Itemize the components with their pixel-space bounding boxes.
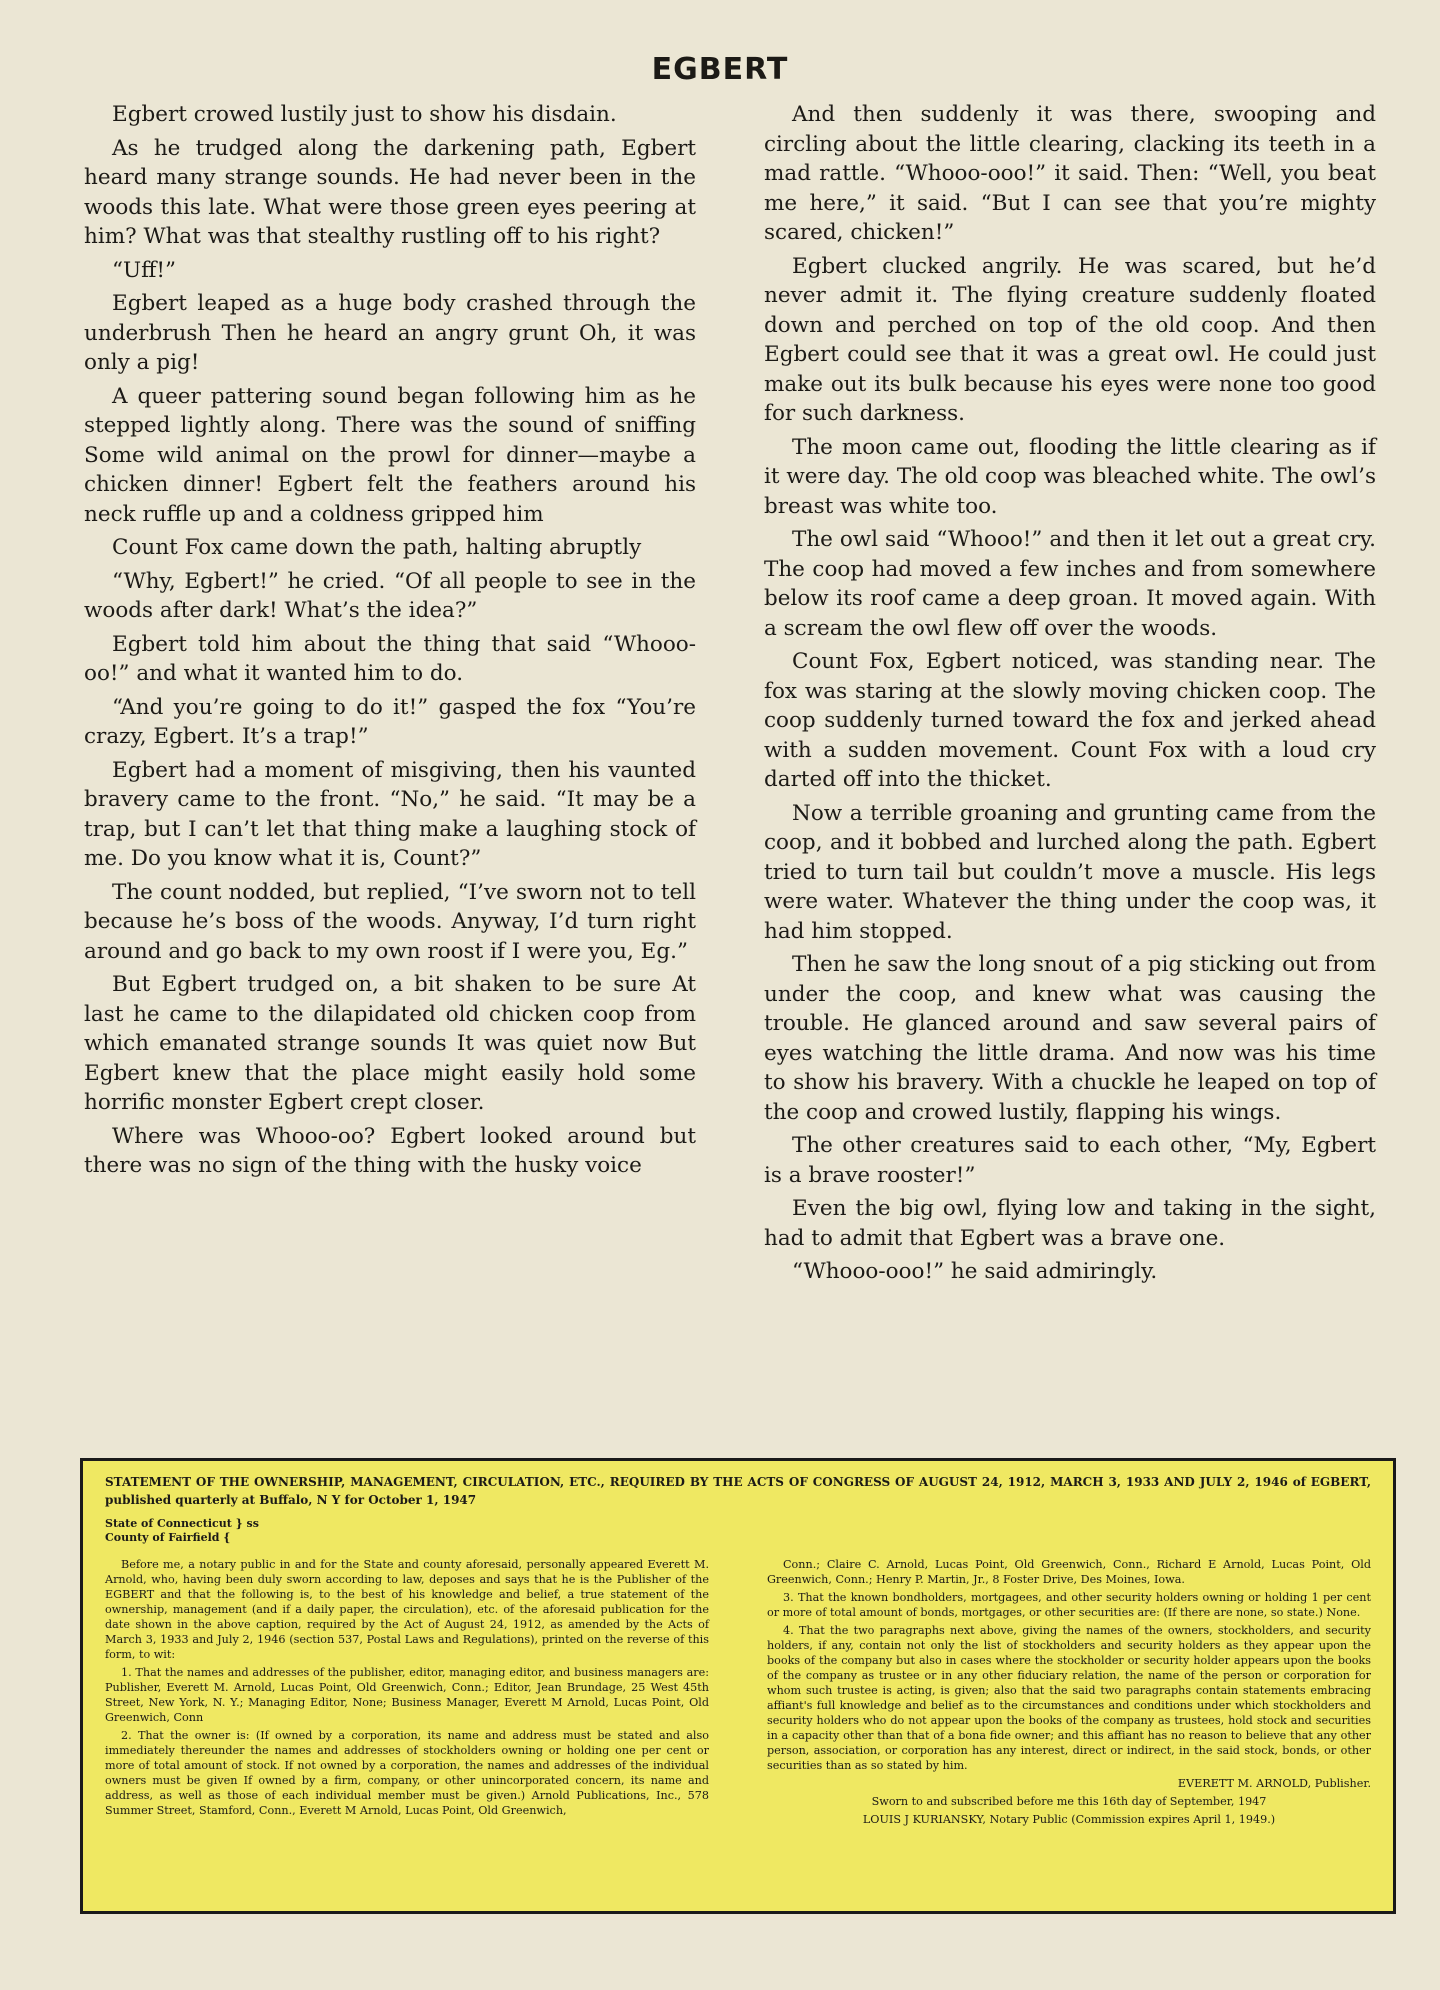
story-paragraph: “Whooo-ooo!” he said admiringly.	[792, 1259, 1158, 1284]
story-paragraph: Egbert had a moment of misgiving, then his vaunted bravery came to the front. “No,” he said. “It may be a trap, but I can’t let that thing make a laughing stock of me. Do you know what it is, Count?”	[84, 757, 696, 871]
story-paragraph: Egbert crowed lustily just to show his disdain.	[112, 102, 617, 127]
venue-county: County of Fairfield {	[105, 1531, 231, 1544]
venue-state: State of Connecticut } ss	[105, 1517, 259, 1530]
story-paragraph: Where was Whooo-oo? Egbert looked around but there was no sign of the thing with the husky voice	[84, 1123, 696, 1178]
publisher-signature: EVERETT M. ARNOLD, Publisher.	[1177, 1777, 1371, 1790]
story-paragraph: The moon came out, flooding the little clearing as if it were day. The old coop was bleached white. The owl’s breast was white too.	[764, 434, 1377, 519]
statement-paragraph: 1. That the names and addresses of the publisher, editor, managing editor, and business managers are: Publisher, Everett M. Arnold, Lucas Point, Old Greenwich, Conn.; Editor, Jean Brundage, 25 West 45th Street, New York, N. Y.; Managing Editor, None; Business Manager, Everett M Arnold, Lucas Point, Old Greenwich, Conn	[105, 1666, 709, 1724]
story-paragraph: Even the big owl, flying low and taking in the sight, had to admit that Egbert was a brave one.	[764, 1196, 1376, 1251]
story-paragraph: Count Fox, Egbert noticed, was standing near. The fox was staring at the slowly moving chicken coop. The coop suddenly turned toward the fox and jerked ahead with a sudden movement. Count Fox with a loud cry darted off into the thicket.	[764, 649, 1376, 792]
statement-paragraph: 4. That the two paragraphs next above, giving the names of the owners, stockholders, and security holders, if any, contain not only the list of stockholders and security holders as they appear upon the books of the company but also in cases where the stockholder or security holder appears upon the books of the company as trustee or in any other fiduciary relation, the name of the person or corporation for whom such trustee is acting, is given; also that the said two paragraphs contain statements embracing affiant's full knowledge and belief as to the circumstances and conditions under which stockholders and security holders who do not appear upon the books of the company as trustees, hold stock and securities in a capacity other than that of a bona fide owner; and this affiant has no reason to believe that any other person, association, or corporation has any interest, direct or indirect, in the said stock, bonds, or other securities than as so stated by him.	[767, 1624, 1371, 1772]
statement-column-left	[105, 1557, 709, 1830]
statement-venue	[105, 1517, 1371, 1545]
statement-paragraph: 3. That the known bondholders, mortgagees, and other security holders owning or holding 1 per cent or more of total amount of bonds, mortgages, or other securities are: (If there are none, so state.) None.	[767, 1591, 1371, 1619]
story-paragraph: Egbert told him about the thing that said “Whooo-oo!” and what it wanted him to do.	[84, 631, 696, 686]
story-column-right	[764, 100, 1376, 1291]
story-paragraph: “Why, Egbert!” he cried. “Of all people to see in the woods after dark! What’s the idea?”	[84, 568, 696, 623]
story-paragraph: The owl said “Whooo!” and then it let out a great cry. The coop had moved a few inches and from somewhere below its roof came a deep groan. It moved again. With a scream the owl flew off over the woods.	[764, 527, 1376, 641]
story-paragraph: Egbert clucked angrily. He was scared, but he’d never admit it. The flying creature suddenly floated down and perched on top of the old coop. And then Egbert could see that it was a great owl. He could just make out its bulk because his eyes were none too good for such darkness.	[764, 253, 1376, 426]
ownership-statement-box	[80, 1458, 1396, 1914]
statement-paragraph: Before me, a notary public in and for the State and county aforesaid, personally appeared Everett M. Arnold, who, having been duly sworn according to law, deposes and says that he is the Publisher of the EGBERT and that the following is, to the best of his knowledge and belief, a true statement of the ownership, management (and if a daily paper, the circulation), etc. of the aforesaid publication for the date shown in the above caption, required by the Act of August 24, 1912, as amended by the Acts of March 3, 1933 and July 2, 1946 (section 537, Postal Laws and Regulations), printed on the reverse of this form, to wit:	[105, 1558, 709, 1661]
story-paragraph: Now a terrible groaning and grunting came from the coop, and it bobbed and lurched along the path. Egbert tried to turn tail but couldn’t move a muscle. His legs were water. Whatever the thing under the coop was, it had him stopped.	[764, 800, 1376, 944]
statement-columns	[105, 1557, 1371, 1830]
statement-paragraph: 2. That the owner is: (If owned by a corporation, its name and address must be stated and also immediately thereunder the names and addresses of stockholders owning or holding one per cent or more of total amount of stock. If not owned by a corporation, the names and addresses of the individual owners must be given If owned by a firm, company, or other unincorporated concern, its name and address, as well as those of each individual member must be given.) Arnold Publications, Inc., 578 Summer Street, Stamford, Conn., Everett M Arnold, Lucas Point, Old Greenwich,	[105, 1729, 709, 1817]
sworn-line: Sworn to and subscribed before me this 16th day of September, 1947	[871, 1795, 1267, 1808]
statement-paragraph: Conn.; Claire C. Arnold, Lucas Point, Old Greenwich, Conn., Richard E Arnold, Lucas Point, Old Greenwich, Conn.; Henry P. Martin, Jr., 8 Foster Drive, Des Moines, Iowa.	[767, 1558, 1371, 1586]
story-paragraph: But Egbert trudged on, a bit shaken to be sure At last he came to the dilapidated old chicken coop from which emanated strange sounds It was quiet now But Egbert knew that the place might easily hold some horrific monster Egbert crept closer.	[84, 972, 696, 1115]
story-paragraph: “And you’re going to do it!” gasped the fox “You’re crazy, Egbert. It’s a trap!”	[84, 694, 696, 749]
story-paragraph: The count nodded, but replied, “I’ve sworn not to tell because he’s boss of the woods. Anyway, I’d turn right around and go back to my own roost if I were you, Eg.”	[84, 879, 696, 964]
story-paragraph: And then suddenly it was there, swooping and circling about the little clearing, clacking its teeth in a mad rattle. “Whooo-ooo!” it said. Then: “Well, you beat me here,” it said. “But I can see that you’re mighty scared, chicken!”	[764, 102, 1376, 245]
story-paragraph: As he trudged along the darkening path, Egbert heard many strange sounds. He had never been in the woods this late. What were those green eyes peering at him? What was that stealthy rustling off to his right?	[84, 135, 696, 249]
story-paragraph: The other creatures said to each other, “My, Egbert is a brave rooster!”	[764, 1133, 1376, 1188]
story-paragraph: Egbert leaped as a huge body crashed through the underbrush Then he heard an angry grunt Oh, it was only a pig!	[84, 291, 696, 375]
page-title: EGBERT	[651, 52, 789, 87]
statement-column-right	[767, 1557, 1371, 1830]
story-paragraph: Count Fox came down the path, halting abruptly	[112, 535, 642, 560]
notary-line: LOUIS J KURIANSKY, Notary Public (Commission expires April 1, 1949.)	[862, 1813, 1276, 1826]
story-column-left	[84, 100, 696, 1185]
statement-heading: STATEMENT OF THE OWNERSHIP, MANAGEMENT, CIRCULATION, ETC., REQUIRED BY THE ACTS OF CONGRESS OF AUGUST 24, 1912, MARCH 3, 1933 AND JULY 2, 1946 of EGBERT, published quarterly at Buffalo, N Y for October 1, 1947	[105, 1475, 1371, 1507]
story-paragraph: A queer pattering sound began following him as he stepped lightly along. There was the sound of sniffing Some wild animal on the prowl for dinner—maybe a chicken dinner! Egbert felt the feathers around his neck ruffle up and a coldness gripped him	[84, 383, 696, 527]
story-paragraph: “Uff!”	[112, 257, 177, 283]
story-paragraph: Then he saw the long snout of a pig sticking out from under the coop, and knew what was causing the trouble. He glanced around and saw several pairs of eyes watching the little drama. And now was his time to show his bravery. With a chuckle he leaped on top of the coop and crowed lustily, flapping his wings.	[764, 952, 1376, 1125]
